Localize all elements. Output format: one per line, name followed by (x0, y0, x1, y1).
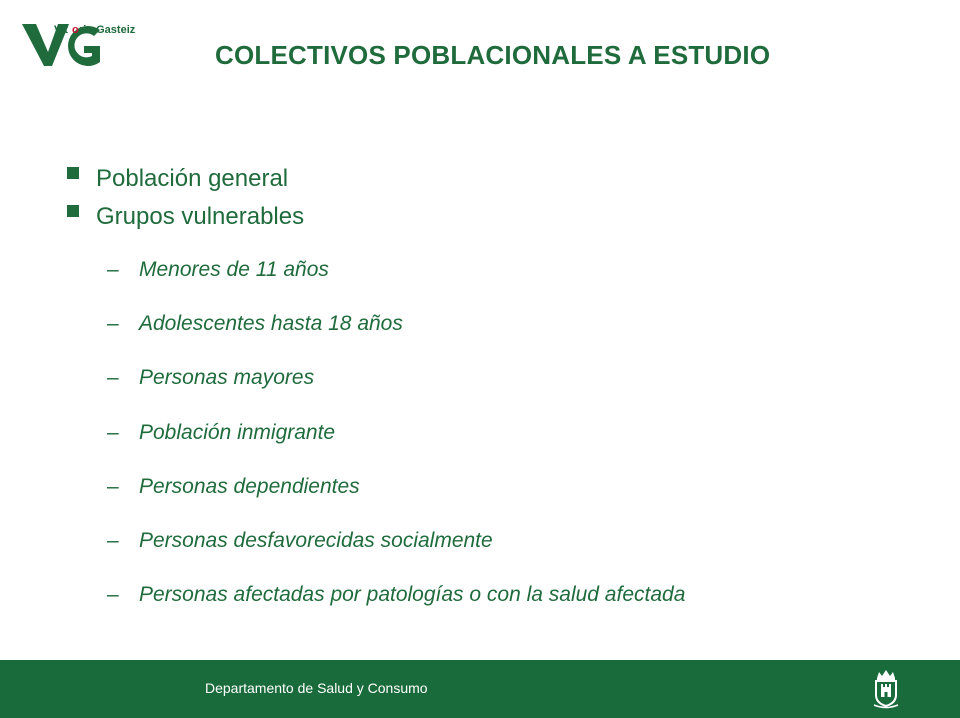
dash-marker: – (107, 312, 119, 336)
sub-item-label: Población inmigrante (139, 420, 336, 444)
sub-item-label: Personas desfavorecidas socialmente (139, 528, 493, 552)
sub-item (107, 414, 907, 468)
sub-item (107, 251, 907, 305)
bullet-label: Población general (96, 165, 289, 192)
sub-item-list (107, 251, 907, 630)
sub-item-label: Menores de 11 años (139, 258, 329, 281)
bullet-item (67, 198, 907, 236)
page-title: COLECTIVOS POBLACIONALES A ESTUDIO (215, 40, 771, 70)
department-label: Departamento de Salud y Consumo (205, 680, 428, 696)
sub-item (107, 468, 907, 522)
bullet-list (67, 160, 907, 236)
dash-marker: – (107, 420, 119, 444)
sub-item (107, 522, 907, 576)
square-bullet-icon (67, 167, 79, 179)
dash-marker: – (107, 258, 119, 281)
dash-marker: – (107, 583, 119, 607)
bullet-label: Grupos vulnerables (96, 203, 305, 230)
sub-item-label: Adolescentes hasta 18 años (139, 312, 403, 336)
sub-item (107, 359, 907, 413)
footer-bar (0, 660, 960, 718)
sub-item-label: Personas dependientes (139, 474, 360, 498)
svg-text:o: o (72, 24, 79, 36)
sub-item-label: Personas mayores (139, 366, 315, 390)
sub-item (107, 576, 907, 630)
bullet-item (67, 160, 907, 198)
square-bullet-icon (67, 205, 79, 217)
dash-marker: – (107, 528, 119, 552)
sub-item (107, 305, 907, 359)
sub-item-label: Personas afectadas por patologías o con la salud afectada (139, 583, 686, 607)
svg-text:Vit: Vit (54, 24, 68, 36)
dash-marker: – (107, 366, 119, 390)
dash-marker: – (107, 474, 119, 498)
city-crest-icon (871, 669, 901, 709)
svg-text:ria-Gasteiz: ria-Gasteiz (79, 24, 136, 36)
